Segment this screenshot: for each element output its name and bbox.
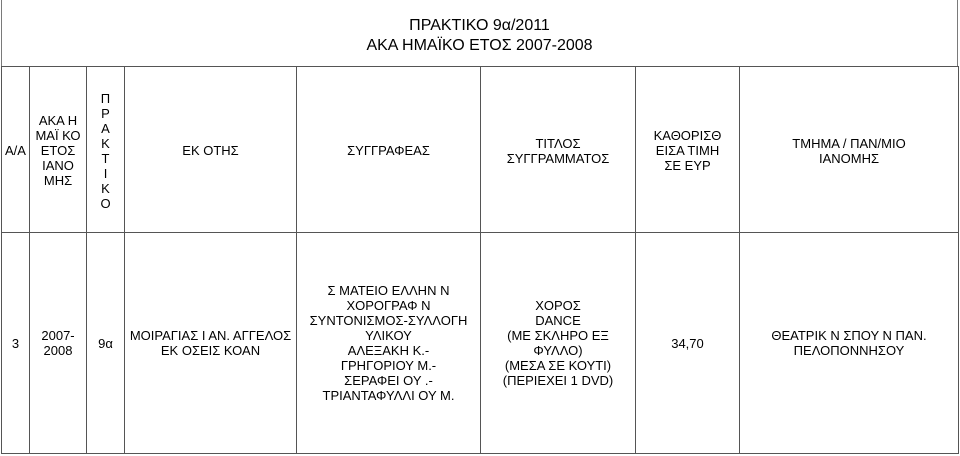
document-title: ΠΡΑΚΤΙΚΟ 9α/2011 (409, 17, 550, 34)
cell-publisher: ΜΟΙΡΑΓΙΑΣ Ι ΑΝ. ΑΓΓΕΛΟΣ ΕΚ ΟΣΕΙΣ ΚΟΑΝ (125, 233, 297, 454)
cell-aa: 3 (2, 233, 30, 454)
header-book-title: ΤΙΤΛΟΣ ΣΥΓΓΡΑΜΜΑΤΟΣ (481, 67, 636, 233)
cell-academic-year: 2007- 2008 (30, 233, 87, 454)
header-publisher: ΕΚ ΟΤΗΣ (125, 67, 297, 233)
header-aa: Α/Α (2, 67, 30, 233)
header-price: ΚΑΘΟΡΙΣΘ ΕΙΣΑ ΤΙΜΗ ΣΕ ΕΥΡ (636, 67, 740, 233)
header-author: ΣΥΓΓΡΑΦΕΑΣ (297, 67, 481, 233)
cell-praktiko: 9α (87, 233, 125, 454)
header-department: ΤΜΗΜΑ / ΠΑΝ/ΜΙΟ ΙΑΝΟΜΗΣ (740, 67, 959, 233)
cell-price: 34,70 (636, 233, 740, 454)
document-header (1, 0, 958, 66)
cell-book-title: ΧΟΡΟΣ DANCE (ΜΕ ΣΚΛΗΡΟ ΕΞ ΦΥΛΛΟ) (ΜΕΣΑ ΣΕ ΚΟΥΤΙ) (ΠΕΡΙΕΧΕΙ 1 DVD) (481, 233, 636, 454)
table-row (2, 233, 959, 454)
document-subtitle: ΑΚΑ ΗΜΑΪΚΟ ΕΤΟΣ 2007-2008 (366, 37, 593, 54)
textbook-table (1, 66, 959, 454)
header-praktiko: Π Ρ Α Κ Τ Ι Κ Ο (87, 67, 125, 233)
cell-department: ΘΕΑΤΡΙΚ Ν ΣΠΟΥ Ν ΠΑΝ. ΠΕΛΟΠΟΝΝΗΣΟΥ (740, 233, 959, 454)
table-header-row (2, 67, 959, 233)
header-academic-year: ΑΚΑ Η ΜΑΪ ΚΟ ΕΤΟΣ ΙΑΝΟ ΜΗΣ (30, 67, 87, 233)
cell-author: Σ ΜΑΤΕΙΟ ΕΛΛΗΝ Ν ΧΟΡΟΓΡΑΦ Ν ΣΥΝΤΟΝΙΣΜΟΣ-ΣΥΛΛΟΓΗ ΥΛΙΚΟΥ ΑΛΕΞΑΚΗ Κ.- ΓΡΗΓΟΡΙΟΥ Μ.- ΣΕΡΑΦΕΙ ΟΥ .- ΤΡΙΑΝΤΑΦΥΛΛΙ ΟΥ Μ. (297, 233, 481, 454)
